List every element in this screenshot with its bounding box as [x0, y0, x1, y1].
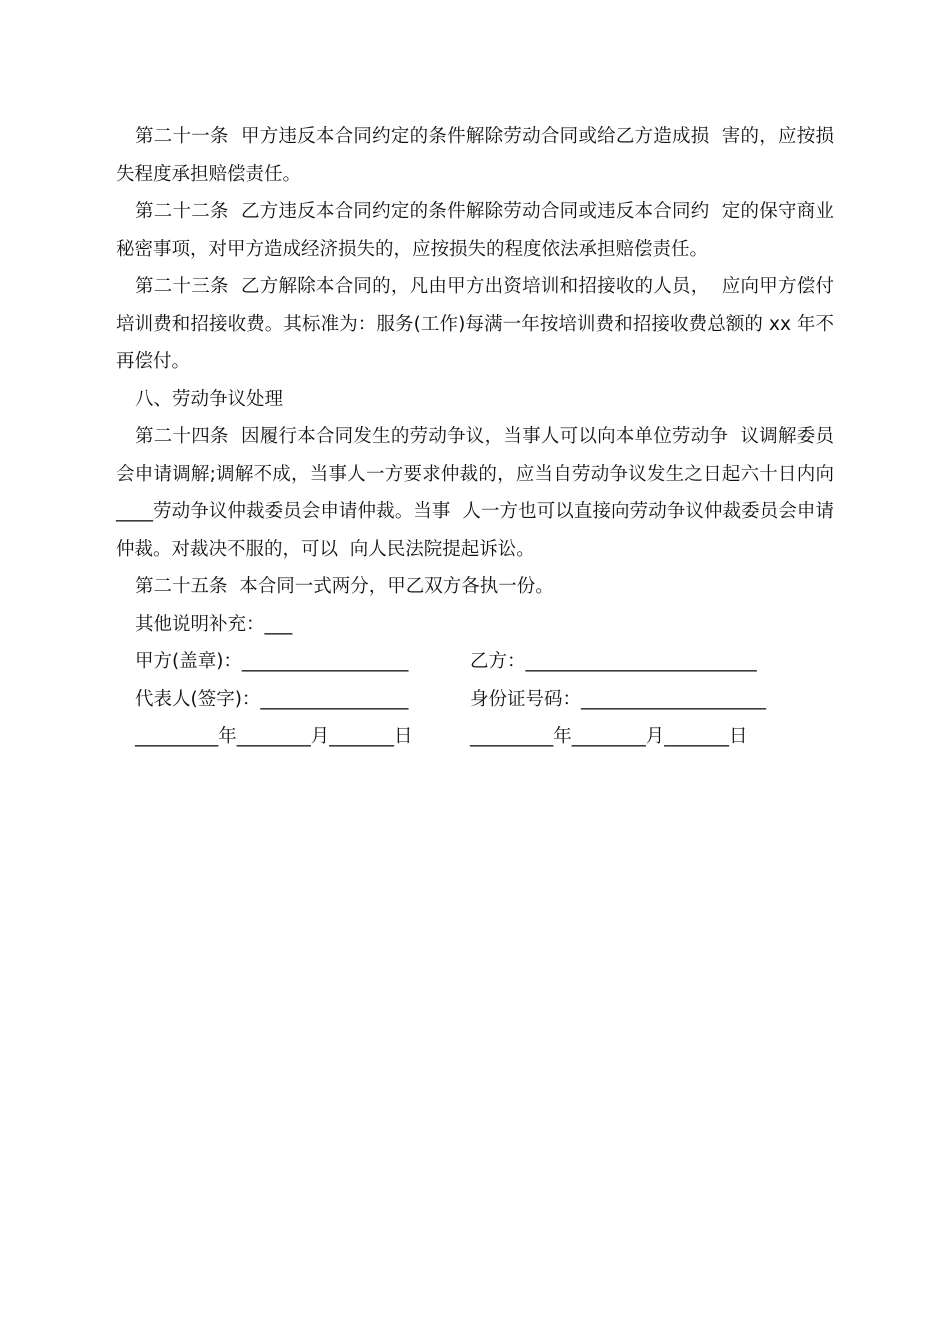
date-field-left: _________年________月_______日	[135, 726, 413, 747]
signature-row-parties	[116, 643, 834, 681]
article-22: 第二十二条 乙方违反本合同约定的条件解除劳动合同或违反本合同约 定的保守商业秘密事项，对甲方造成经济损失的，应按损失的程度依法承担赔偿责任。	[116, 201, 834, 260]
date-field-right: _________年________月_______日	[470, 726, 748, 747]
section-heading-labor-dispute: 八、劳动争议处理	[135, 388, 284, 410]
article-23: 第二十三条 乙方解除本合同的，凡由甲方出资培训和招接收的人员， 应向甲方偿付培训费和招接收费。其标准为：服务(工作)每满一年按培训费和招接收费总额的 xx 年不再偿付。	[116, 276, 834, 372]
party-b-field: 乙方：_________________________	[470, 651, 757, 672]
representative-signature-field: 代表人(签字)：________________	[135, 688, 409, 710]
article-21: 第二十一条 甲方违反本合同约定的条件解除劳动合同或给乙方造成损 害的，应按损失程度承担赔偿责任。	[116, 126, 834, 185]
document-page	[116, 118, 834, 756]
supplement-line: 其他说明补充：___	[135, 613, 293, 635]
signature-row-dates	[116, 718, 834, 756]
id-number-field: 身份证号码：____________________	[470, 688, 767, 710]
article-24: 第二十四条 因履行本合同发生的劳动争议，当事人可以向本单位劳动争 议调解委员会申请调解;调解不成，当事人一方要求仲裁的，应当自劳动争议发生之日起六十日内向____劳动争议仲裁委员会申请仲裁。当事 人一方也可以直接向劳动争议仲裁委员会申请仲裁。对裁决不服的，可以 向人民法院提起诉讼。	[116, 426, 834, 560]
article-25: 第二十五条 本合同一式两分，甲乙双方各执一份。	[135, 576, 554, 597]
signature-row-representative	[116, 681, 834, 719]
party-a-seal-field: 甲方(盖章)：__________________	[135, 651, 409, 672]
